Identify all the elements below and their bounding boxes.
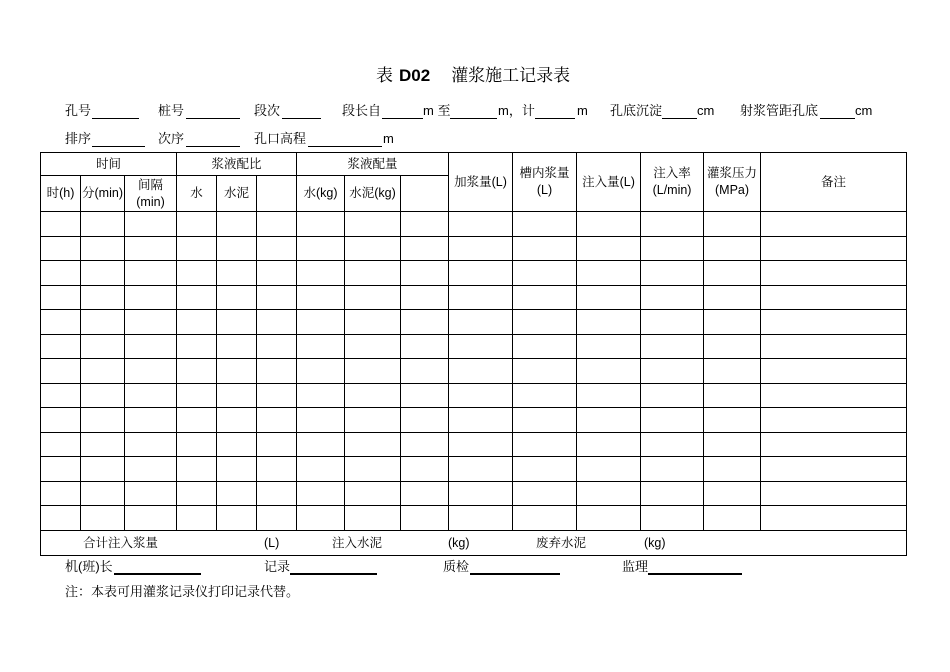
table-cell: [704, 481, 761, 506]
pile-no-label: 桩号: [158, 103, 185, 118]
table-cell: [704, 383, 761, 408]
table-cell: [297, 236, 345, 261]
table-cell: [401, 334, 449, 359]
header-minute: 分(min): [81, 176, 125, 212]
table-cell: [177, 236, 217, 261]
table-cell: [761, 408, 907, 433]
table-cell: [449, 359, 513, 384]
table-cell: [345, 212, 401, 237]
table-row: [41, 457, 907, 482]
table-cell: [125, 506, 177, 531]
table-cell: [81, 457, 125, 482]
table-cell: [81, 408, 125, 433]
table-row: [41, 212, 907, 237]
table-cell: [641, 334, 704, 359]
table-cell: [401, 212, 449, 237]
table-cell: [401, 506, 449, 531]
table-cell: [513, 310, 577, 335]
table-cell: [81, 261, 125, 286]
table-cell: [641, 359, 704, 384]
table-cell: [704, 334, 761, 359]
table-cell: [81, 236, 125, 261]
table-cell: [577, 506, 641, 531]
table-cell: [217, 236, 257, 261]
summary-cement-wasted-unit: (kg): [644, 535, 666, 550]
header-grout-pressure: [704, 153, 761, 212]
section-field: [282, 103, 321, 119]
table-cell: [41, 359, 81, 384]
section-length-from-field: [382, 103, 423, 119]
table-cell: [449, 334, 513, 359]
title-prefix: 表: [376, 66, 393, 85]
table-cell: [449, 506, 513, 531]
table-cell: [41, 408, 81, 433]
table-cell: [401, 359, 449, 384]
table-cell: [81, 334, 125, 359]
bottom-sediment-field: [662, 103, 697, 119]
table-cell: [257, 432, 297, 457]
table-cell: [704, 212, 761, 237]
header-injection-rate: [641, 153, 704, 212]
table-cell: [297, 261, 345, 286]
table-row: [41, 481, 907, 506]
table-cell: [641, 236, 704, 261]
summary-row: [41, 530, 907, 555]
table-cell: [257, 236, 297, 261]
header-grout-pressure-unit: (MPa): [715, 183, 750, 197]
table-cell: [297, 432, 345, 457]
header-grout-pressure-label: 灌浆压力: [707, 166, 758, 180]
header-mix-ratio-group: 浆液配比: [177, 153, 297, 176]
table-cell: [449, 408, 513, 433]
section-length-label: 段长自: [342, 103, 382, 118]
table-row: [41, 506, 907, 531]
table-cell: [641, 481, 704, 506]
table-cell: [513, 334, 577, 359]
table-row: [41, 310, 907, 335]
table-cell: [449, 285, 513, 310]
section-length-unit: m: [577, 103, 588, 118]
header-interval-unit: (min): [136, 194, 165, 209]
table-cell: [297, 383, 345, 408]
summary-total-grout-unit: (L): [264, 535, 280, 550]
header-injection-rate-unit: (L/min): [652, 183, 692, 197]
collar-elevation-field: [308, 131, 382, 147]
table-cell: [761, 432, 907, 457]
table-cell: [513, 432, 577, 457]
table-cell: [577, 236, 641, 261]
table-row: [41, 432, 907, 457]
table-cell: [257, 310, 297, 335]
table-cell: [177, 432, 217, 457]
table-row: [41, 236, 907, 261]
table-cell: [345, 334, 401, 359]
header-hour: 时(h): [41, 176, 81, 212]
table-row: [41, 334, 907, 359]
table-cell: [217, 359, 257, 384]
header-interval-label: 间隔: [137, 177, 163, 192]
table-cell: [704, 261, 761, 286]
table-cell: [125, 212, 177, 237]
table-cell: [513, 408, 577, 433]
table-cell: [761, 212, 907, 237]
table-cell: [177, 383, 217, 408]
table-cell: [177, 408, 217, 433]
table-cell: [257, 408, 297, 433]
table-cell: [761, 261, 907, 286]
table-cell: [125, 310, 177, 335]
table-cell: [297, 506, 345, 531]
inspector-label: 质检: [443, 559, 470, 574]
table-cell: [577, 432, 641, 457]
table-cell: [449, 432, 513, 457]
table-cell: [761, 310, 907, 335]
table-cell: [345, 261, 401, 286]
table-cell: [297, 408, 345, 433]
table-cell: [217, 457, 257, 482]
captain-label: 机(班)长: [65, 559, 113, 574]
table-cell: [704, 457, 761, 482]
pipe-to-bottom-label: 射浆管距孔底: [740, 103, 819, 118]
table-cell: [401, 236, 449, 261]
table-cell: [401, 432, 449, 457]
header-time-group: 时间: [41, 153, 177, 176]
table-cell: [41, 481, 81, 506]
table-cell: [449, 212, 513, 237]
table-cell: [345, 457, 401, 482]
table-cell: [513, 383, 577, 408]
table-cell: [761, 359, 907, 384]
table-cell: [704, 506, 761, 531]
table-cell: [513, 212, 577, 237]
captain-signature-line: [114, 559, 201, 575]
table-cell: [217, 506, 257, 531]
table-cell: [513, 236, 577, 261]
table-row: [41, 261, 907, 286]
table-cell: [41, 310, 81, 335]
section-label: 段次: [254, 103, 281, 118]
table-cell: [761, 457, 907, 482]
header-injected: 注入量(L): [577, 153, 641, 212]
table-cell: [449, 310, 513, 335]
table-cell: [125, 481, 177, 506]
header-amount-cement: 水泥(kg): [345, 176, 401, 212]
table-cell: [761, 236, 907, 261]
table-cell: [217, 285, 257, 310]
table-cell: [513, 359, 577, 384]
table-cell: [41, 236, 81, 261]
header-remarks: 备注: [761, 153, 907, 212]
hole-order-field: [186, 131, 240, 147]
inspector-signature-line: [470, 559, 560, 575]
table-cell: [641, 285, 704, 310]
table-cell: [81, 285, 125, 310]
table-cell: [257, 285, 297, 310]
table-cell: [81, 212, 125, 237]
table-cell: [345, 408, 401, 433]
table-cell: [345, 481, 401, 506]
summary-total-grout-label: 合计注入浆量: [83, 535, 159, 550]
table-cell: [449, 481, 513, 506]
table-cell: [513, 285, 577, 310]
table-cell: [704, 310, 761, 335]
table-cell: [81, 506, 125, 531]
table-cell: [257, 359, 297, 384]
header-added-grout: 加浆量(L): [449, 153, 513, 212]
table-cell: [81, 310, 125, 335]
hole-no-field: [92, 103, 139, 119]
table-cell: [297, 285, 345, 310]
table-cell: [577, 359, 641, 384]
table-cell: [217, 481, 257, 506]
table-row: [41, 359, 907, 384]
table-cell: [125, 432, 177, 457]
table-cell: [217, 334, 257, 359]
table-cell: [641, 212, 704, 237]
header-row-1: [41, 153, 907, 176]
table-cell: [345, 432, 401, 457]
table-cell: [761, 334, 907, 359]
table-cell: [297, 457, 345, 482]
table-cell: [41, 334, 81, 359]
table-cell: [257, 506, 297, 531]
table-cell: [577, 481, 641, 506]
header-amount-water: 水(kg): [297, 176, 345, 212]
header-tank-grout: [513, 153, 577, 212]
header-tank-grout-unit: (L): [536, 183, 553, 197]
table-cell: [641, 261, 704, 286]
table-cell: [761, 285, 907, 310]
table-cell: [257, 334, 297, 359]
supervisor-signature-line: [648, 559, 742, 575]
table-cell: [81, 481, 125, 506]
table-cell: [401, 310, 449, 335]
table-cell: [513, 481, 577, 506]
table-cell: [217, 432, 257, 457]
table-cell: [217, 383, 257, 408]
header-interval: [125, 176, 177, 212]
hole-no-label: 孔号: [65, 103, 92, 118]
table-cell: [449, 236, 513, 261]
table-cell: [177, 457, 217, 482]
table-cell: [577, 457, 641, 482]
table-cell: [257, 383, 297, 408]
table-cell: [177, 212, 217, 237]
table-cell: [125, 334, 177, 359]
summary-cell: [41, 530, 907, 555]
table-cell: [401, 285, 449, 310]
table-cell: [641, 310, 704, 335]
table-cell: [297, 481, 345, 506]
table-row: [41, 285, 907, 310]
table-cell: [41, 457, 81, 482]
title-name: 灌浆施工记录表: [451, 66, 571, 85]
table-cell: [761, 383, 907, 408]
header-ratio-blank: [257, 176, 297, 212]
table-cell: [577, 261, 641, 286]
pile-no-field: [186, 103, 240, 119]
section-length-to-label: m 至: [423, 103, 451, 118]
table-cell: [177, 359, 217, 384]
table-cell: [577, 212, 641, 237]
table-cell: [449, 383, 513, 408]
table-cell: [125, 383, 177, 408]
recorder-signature-line: [290, 559, 377, 575]
page-title: [376, 66, 570, 86]
table-cell: [577, 383, 641, 408]
table-row: [41, 408, 907, 433]
table-cell: [257, 481, 297, 506]
table-cell: [41, 506, 81, 531]
hole-order-label: 次序: [158, 131, 185, 146]
table-cell: [217, 310, 257, 335]
table-cell: [641, 457, 704, 482]
table-cell: [257, 212, 297, 237]
table-cell: [177, 334, 217, 359]
table-cell: [41, 383, 81, 408]
table-cell: [81, 432, 125, 457]
header-tank-grout-label: 槽内浆量: [519, 166, 570, 180]
table-cell: [177, 506, 217, 531]
row-order-label: 排序: [65, 131, 92, 146]
table-cell: [345, 310, 401, 335]
table-cell: [641, 432, 704, 457]
table-cell: [125, 457, 177, 482]
table-cell: [641, 408, 704, 433]
pipe-to-bottom-unit: cm: [855, 103, 873, 118]
collar-elevation-unit: m: [383, 131, 394, 146]
table-cell: [177, 481, 217, 506]
table-cell: [401, 261, 449, 286]
table-cell: [81, 383, 125, 408]
table-cell: [401, 408, 449, 433]
title-code: D02: [399, 66, 431, 85]
table-row: [41, 383, 907, 408]
table-cell: [217, 212, 257, 237]
table-cell: [704, 408, 761, 433]
table-cell: [125, 236, 177, 261]
grouting-record-table: [40, 152, 907, 556]
summary-cement-injected-unit: (kg): [448, 535, 470, 550]
table-cell: [513, 457, 577, 482]
table-cell: [125, 408, 177, 433]
table-cell: [449, 457, 513, 482]
table-cell: [401, 383, 449, 408]
row-order-field: [92, 131, 145, 147]
bottom-sediment-unit: cm: [697, 103, 715, 118]
table-cell: [345, 236, 401, 261]
table-cell: [297, 359, 345, 384]
table-cell: [41, 432, 81, 457]
table-cell: [761, 481, 907, 506]
table-cell: [577, 285, 641, 310]
summary-cement-wasted-label: 废弃水泥: [536, 535, 587, 550]
table-cell: [401, 457, 449, 482]
table-cell: [641, 506, 704, 531]
table-cell: [81, 359, 125, 384]
table-cell: [177, 285, 217, 310]
pipe-to-bottom-field: [820, 103, 855, 119]
table-cell: [177, 310, 217, 335]
table-cell: [704, 432, 761, 457]
table-cell: [41, 285, 81, 310]
table-cell: [704, 285, 761, 310]
table-cell: [641, 383, 704, 408]
table-cell: [41, 261, 81, 286]
table-cell: [125, 261, 177, 286]
table-cell: [761, 506, 907, 531]
table-cell: [177, 261, 217, 286]
section-length-total-label: m，计: [498, 103, 535, 118]
table-cell: [577, 408, 641, 433]
table-cell: [217, 261, 257, 286]
table-cell: [41, 212, 81, 237]
supervisor-label: 监理: [622, 559, 649, 574]
footnote: 注：本表可用灌浆记录仪打印记录代替。: [65, 584, 300, 599]
table-cell: [345, 285, 401, 310]
bottom-sediment-label: 孔底沉淀: [610, 103, 663, 118]
table-cell: [297, 334, 345, 359]
table-cell: [401, 481, 449, 506]
section-length-total-field: [535, 103, 575, 119]
table-cell: [297, 310, 345, 335]
table-cell: [449, 261, 513, 286]
header-ratio-cement: 水泥: [217, 176, 257, 212]
table-cell: [257, 457, 297, 482]
table-cell: [577, 310, 641, 335]
header-amount-blank: [401, 176, 449, 212]
table-cell: [257, 261, 297, 286]
table-cell: [345, 359, 401, 384]
header-ratio-water: 水: [177, 176, 217, 212]
table-cell: [297, 212, 345, 237]
table-cell: [345, 383, 401, 408]
section-length-to-field: [450, 103, 497, 119]
table-cell: [125, 359, 177, 384]
table-cell: [577, 334, 641, 359]
table-cell: [125, 285, 177, 310]
header-mix-amount-group: 浆液配量: [297, 153, 449, 176]
header-injection-rate-label: 注入率: [653, 166, 691, 180]
table-cell: [704, 236, 761, 261]
table-cell: [345, 506, 401, 531]
table-cell: [513, 261, 577, 286]
recorder-label: 记录: [264, 559, 291, 574]
table-cell: [513, 506, 577, 531]
table-cell: [217, 408, 257, 433]
table-cell: [704, 359, 761, 384]
summary-cement-injected-label: 注入水泥: [332, 535, 383, 550]
collar-elevation-label: 孔口高程: [254, 131, 307, 146]
